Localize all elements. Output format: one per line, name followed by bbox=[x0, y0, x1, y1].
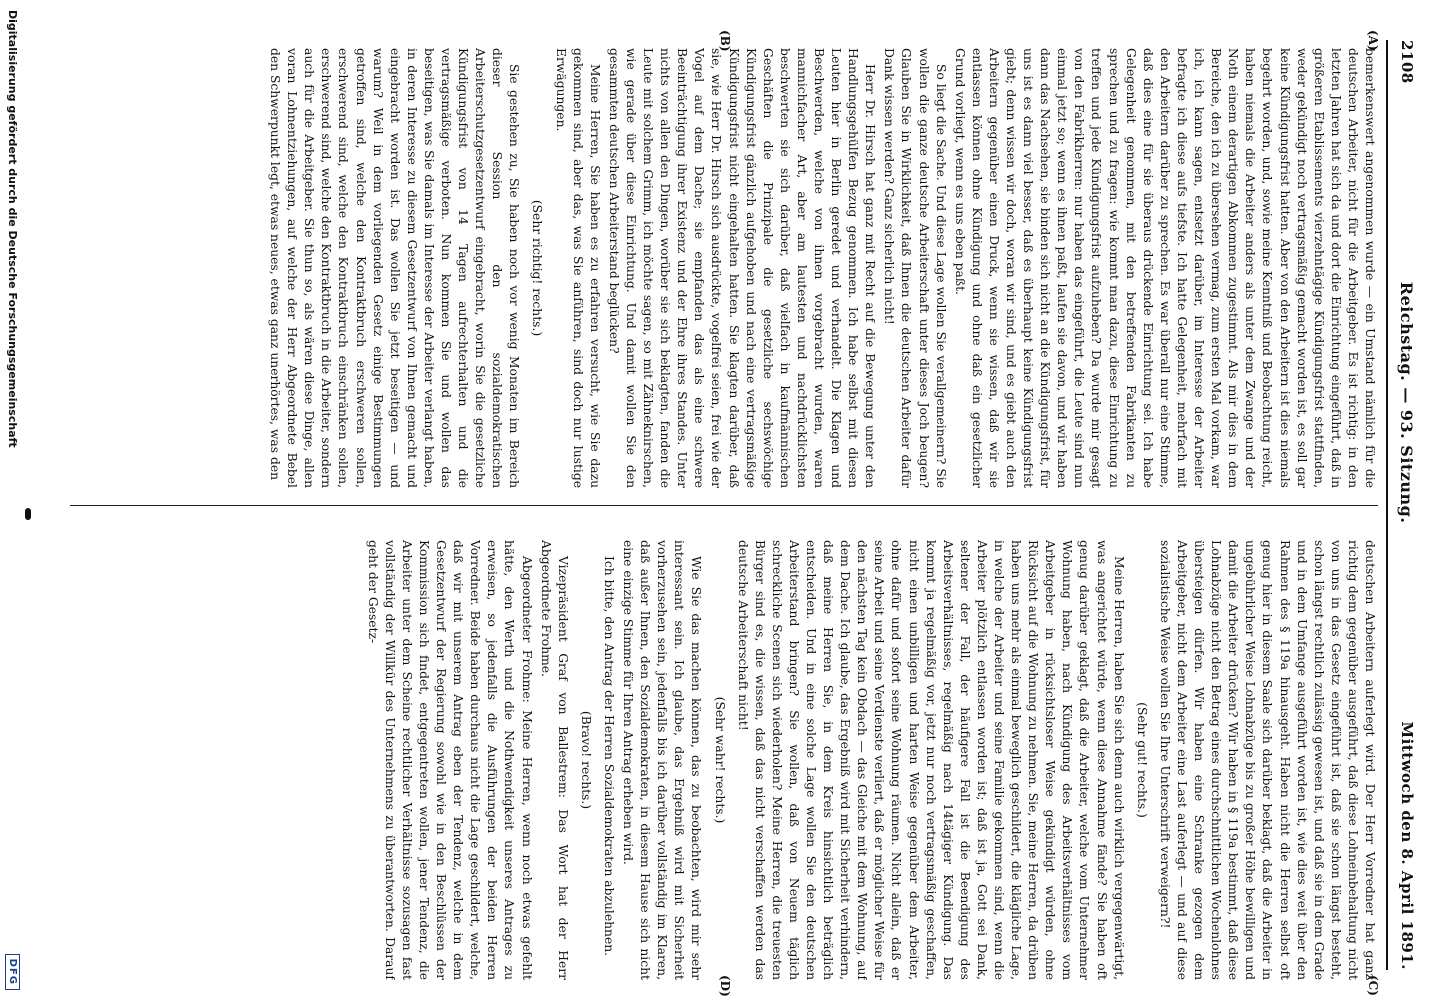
paragraph: Meine Herren, haben Sie sich denn auch wirklich vergegenwärtigt, was angerichtet würde, wenn diese Annahme fände? Sie haben oft genug darüber geklagt, daß die Arbeiter, welche vom Unternehmer Wohnung haben, nach Kündigung des Arbeitsverhältnisses vom Arbeitgeber in rücksichtsloser Weise gekündigt würden, ohne Rücksicht auf die Wohnung zu nehmen. Sie, meine Herren, da drüben haben uns mehr als einmal beweglich geschildert, die klägliche Lage, in welche der Arbeiter und seine Familie gekommen sind, wenn die Arbeiter plötzlich entlassen worden ist; daß ist ja, Gott sei Dank, seltener der Fall, der häufigere Fall ist die Beendigung des Arbeitsverhältnisses, regelmäßig nach 14tägiger Kündigung. Das kommt ja regelmäßig vor, jetzt nur noch vertragsmäßig geschaffen, nicht einen unbilligen und harten Weise gegenüber dem Arbeiter, ohne dafür und sofort seine Wohnung räumen. Nicht allein, daß er seine Arbeit und seine Verdienste verliert, daß er möglicher Weise für den nächsten Tag kein Obdach — das Gleiche mit dem Wohnung, auf dem Dache. Ich glaube, das Ergebniß wird mit Sicherheit verhindern, daß meine Herren Sie, in dem Kreis hinsichtlich beträglich entscheiden. Und in eine solche Lage wollen Sie den deutschen Arbeiterstand bringen? Sie wollen, daß von Neuem täglich schreckliche Scenen sich wiederholen? Meine Herren, die treuesten Bürger sind es, die wissen, daß das nicht verschaffen werden das deutsche Arbeiterschaft nicht! bbox=[735, 540, 1126, 980]
column-divider bbox=[70, 505, 1378, 506]
paragraph: Ich bitte, den Antrag der Herren Sozialdemokraten abzulehnen. bbox=[601, 556, 616, 957]
interjection: (Sehr wahr! rechts.) bbox=[712, 696, 727, 824]
page-footer bbox=[2, 10, 24, 990]
scan-blot bbox=[25, 508, 31, 520]
interjection: (Bravo! rechts.) bbox=[578, 710, 593, 810]
speaker-paragraph: Vizepräsident Graf von Ballestrem: Das Wort hat der Herr Abgeordnete Frohme. bbox=[538, 540, 570, 980]
paragraph: Wie Sie das machen können, das zu beobachten, wird mir sehr interessant sein. Ich glaube, das Ergebniß wird mit Sicherheit vorherzusehen sein, jedenfalls bis ich darüber vollständig im Klaren, daß außer Ihnen, den Sozialdemokraten, in diesem Hause sich nicht eine einzige Stimme für Ihren Antrag erheben wird. bbox=[621, 540, 704, 980]
page-number: 2108 bbox=[1398, 40, 1416, 84]
speaker-paragraph: Abgeordneter Frohme: Meine Herren, wenn noch etwas gefehlt hätte, den Werth und die Nothwendigkeit unseres Antrages zu erweisen, so jedenfalls die Ausführungen der beiden Herren Vorredner. Beide haben durchaus nicht die Lage geschildert, welche, daß wir mit unserem Antrag eben der Tendenz, welche in dem Gesetzentwurf der Regierung sowohl wie in den Beschlüssen der Kommission sich findet, entgegentreten wollen, jener Tendenz, die Arbeiter unter dem Scheine rechtlicher Verhältnisse sozusagen fast vollständig der Willkür des Unternehmens zu überantworten. Darauf geht der Gesetz- bbox=[365, 540, 534, 980]
interjection: (Sehr richtig! rechts.) bbox=[530, 199, 545, 337]
digitization-credit: Digitalisierung gefördert durch die Deutsche Forschungsgemeinschaft bbox=[6, 10, 20, 448]
session-date: Mittwoch den 8. April 1891. bbox=[1398, 721, 1416, 970]
paragraph: Sie gestehen zu, Sie haben noch vor wenig Monaten im Bereich dieser Session den sozialdemokratischen Arbeiterschutzgesetzentwurf eingebracht, worin Sie die gesetzliche Kündigungsfrist von 14 Tagen aufrechterhalten und die vertragsmäßige verboten. Nun kommen Sie und wollen das beseitigen, was Sie damals im Interesse der Arbeiter verlangt haben, in deren Interesse zu diesem Gesetzentwurf von Ihnen gemacht und eingebracht worden ist. Das wollen Sie jetzt beseitigen — und warum? Weil in dem vorliegenden Gesetz einige Bestimmungen getroffen sind, welche den Kontraktbruch erschweren sollen, erschwerend sind, welche den Kontraktbruch einschränken sollen, erschwerend sind, welche den Kontraktbruch in die Arbeiter, sondern auch für die Arbeitgeber. Sie thun so, als wären diese Dinge, allen voran Lohnentziehungen, auf welche der Herr Abgeordnete Bebel den Schwerpunkt legt, etwas neues, etwas ganz unerhörtes, was den bbox=[268, 48, 522, 488]
page-title: Reichstag. — 93. Sitzung. bbox=[1397, 281, 1417, 524]
right-column bbox=[70, 540, 1378, 980]
margin-marker-b: (B) bbox=[718, 30, 732, 52]
paragraph: bemerkenswert angenommen wurde — ein Umstand nämlich für die deutschen Arbeiter, nicht für die Arbeitgeber. Es ist richtig: in den letzten Jahren hat sich da und dort die Einrichtung eingeführt, daß in größeren Etablissements vierzehntägige Kündigungsfrist stattfinden, weder gekündigt noch vertragsmäßig gemacht worden ist, es soll gar keine Kündigungsfrist hatten. Aber von den Arbeitern ist dies niemals begehrt worden, und, sowie meine Kenntniß und Beobachtung reicht, haben niemals die Arbeiter anders als unter dem Zwange und der Noth einem derartigen Abkommen zugestimmt. Als mir dies in dem Bereiche, den ich zu übersehen vermag, zum ersten Mal vorkam, war ich, ich kann sagen, entsetzt darüber, im Interesse der Arbeiter befragte ich diese aufs tiefste. Ich hatte Gelegenheit, mehrfach mit den Arbeitern darüber zu sprechen. Es war überall nur eine Stimme, daß dies eine für sie überaus drückende Einrichtung sei. Ich habe Gelegenheit genommen, mit den betreffenden Fabrikanten zu sprechen und zu fragen: wie kommt man dazu, diese Einrichtung zu treffen und jede Kündigungsfrist aufzuheben? Da wurde mir gesagt von den Fabrikherren: nur haben das eingeführt, die Leute sind nun einmal jetzt so; wenn es ihnen paßt, laufen sie davon, und wir haben dann das Nachsehen, sie binden sich nicht an die Kündigungsfrist, für uns ist es dann viel besser, daß es überhaupt keine Kündigungsfrist giebt; denn wissen wir doch, woran wir sind, und es giebt auch den Arbeitern gegenüber einen Druck, wenn sie wissen, daß wir sie entlassen können ohne Kündigung und ohne daß ein gesetzlicher Grund vorliegt, wenn es uns eben paßt. bbox=[952, 48, 1377, 488]
margin-marker-d: (D) bbox=[718, 975, 732, 997]
paragraph: Meine Herren, Sie haben es zu erfahren versucht, wie Sie dazu gekommen sind, aber das, was Sie anführen, sind doch nur lustige Erwägungen. bbox=[553, 48, 602, 488]
paragraph: So liegt die Sache. Und diese Lage wollen Sie verallgemeinern? Sie wollen die ganze deutsche Arbeiterschaft unter dieses Joch beugen? Glauben Sie in Wirklichkeit, daß Ihnen die deutschen Arbeiter dafür Dank wissen werden? Ganz sicherlich nicht! bbox=[882, 48, 948, 488]
header-rule bbox=[1386, 40, 1388, 970]
paragraph: Herr Dr. Hirsch hat ganz mit Recht auf die Bewegung unter den Handlungsgehülfen Bezug genommen. Ich habe selbst mit diesen Leuten hier in Berlin geredet und verhandelt. Die Klagen und Beschwerden, welche von ihnen vorgebracht wurden, waren mannichfacher Art, aber am lautesten und nachdrücklichsten beschwerten sie sich darüber, daß vielfach in kaufmännischen Geschäften die Prinzipale die gesetzliche sechswöchige Kündigungsfrist gänzlich aufgehoben und nach eine vertragsmäßige Kündigungsfrist nicht eingehalten hatten. Sie klagten darüber, daß sie, wie Herr Dr. Hirsch sich ausdrückte, vogelfrei seien, frei wie der Vogel auf dem Dache; sie empfanden das als eine schwere Beeinträchtigung ihrer Existenz und der Ehre ihres Standes. Unter nichts von allen den Dingen, worüber sie sich beklagten, fanden die Leute mit solchem Grimm, ich möchte sagen, so mit Zähneknirschen, wie gerade über diese Einrichtung. Und damit wollen Sie den gesammten deutschen Arbeiterstand beglücken? bbox=[606, 48, 878, 488]
paragraph: deutschen Arbeitern auferlegt wird. Der Herr Vorredner hat ganz richtig dem gegenüber ausgeführt, daß diese Lohneinbehaltung nicht von uns in das Gesetz eingeführt ist, daß sie schon längst besteht, schon längst rechtlich zulässig gewesen ist, und daß sie in dem Grade und in dem Umfange ausgeführt worden ist, wie dies weit über den Rahmen des § 119a hinausgeht. Haben nicht die Herren selbst oft genug hier in diesem Saale sich darüber beklagt, daß die Arbeiter in ungebührlicher Weise Lohnabzüge bis zu großer Höhe bewilligen und damit die Arbeiter drücken? Wir haben in § 119a bestimmt, daß diese Lohnabzüge nicht den Betrag eines durchschnittlichen Wochenlohnes übersteigen dürfen. Wir haben eine Schranke gezogen dem Arbeitgeber, nicht dem Arbeiter eine Last auferlegt — und auf diese sozialistische Weise wollen Sie Ihre Unterschrift verweigern?! bbox=[1157, 540, 1377, 980]
dfg-logo: DFG bbox=[6, 954, 21, 990]
margin-marker-a: (A) bbox=[1366, 30, 1380, 51]
margin-marker-c: (C) bbox=[1366, 975, 1380, 996]
left-column bbox=[70, 48, 1378, 488]
interjection: (Sehr gut! rechts.) bbox=[1134, 702, 1149, 818]
page-header bbox=[1390, 40, 1424, 970]
